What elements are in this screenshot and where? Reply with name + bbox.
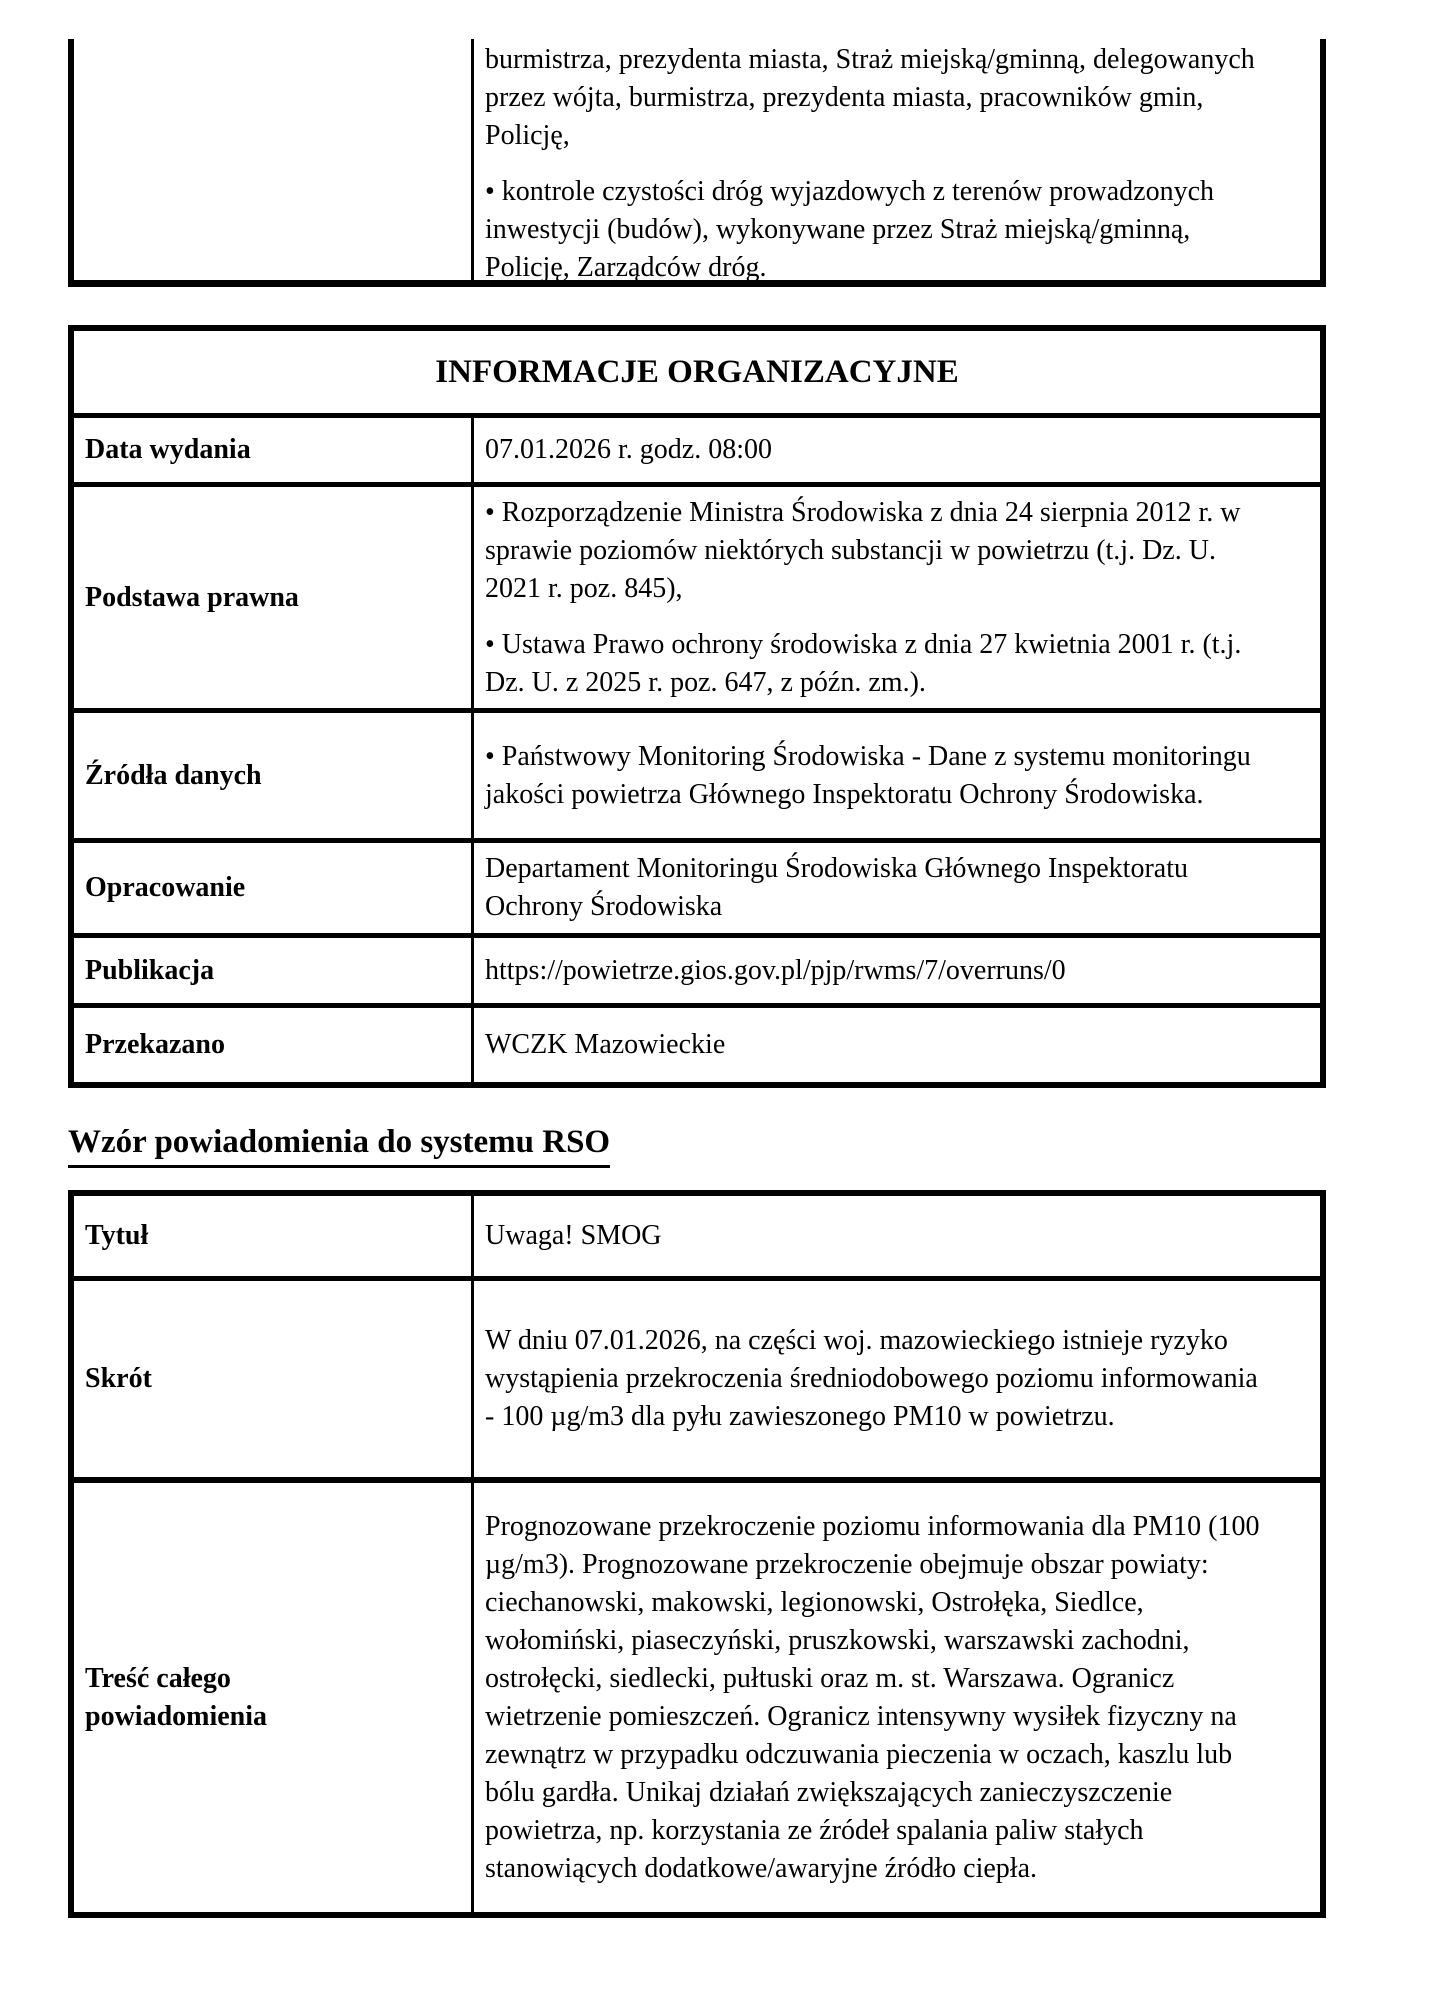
carryover-table xyxy=(68,39,1326,287)
table-row xyxy=(74,39,1320,283)
row-value xyxy=(474,1008,1320,1082)
row-value xyxy=(474,713,1320,838)
row-label: Data wydania xyxy=(74,418,474,482)
table-row-publikacja xyxy=(74,938,1320,1008)
row-value xyxy=(474,1281,1320,1477)
row-label: Tytuł xyxy=(74,1196,474,1276)
carryover-label-cell xyxy=(74,39,474,280)
paragraph: Uwaga! SMOG xyxy=(485,1220,662,1251)
row-label: Źródła danych xyxy=(74,713,474,838)
paragraph: W dniu 07.01.2026, na części woj. mazowieckiego istnieje ryzyko wystąpienia przekroczenia średniodobowego poziomu informowania - 100 µg/m3 dla pyłu zawieszonego PM10 w powietrzu. xyxy=(485,1325,1258,1432)
row-value xyxy=(474,487,1320,708)
row-value xyxy=(474,938,1320,1003)
table-row-przekazano xyxy=(74,1008,1320,1082)
bullet-paragraph: • Państwowy Monitoring Środowiska - Dane z systemu monitoringu jakości powietrza Głównego Inspektoratu Ochrony Środowiska. xyxy=(485,740,1251,810)
org-info-table xyxy=(68,325,1326,1088)
row-label: Treść całego powiadomienia xyxy=(74,1483,474,1912)
paragraph: burmistrza, prezydenta miasta, Straż miejską/gminną, delegowanych przez wójta, burmistrza, prezydenta miasta, pracowników gmin, Policję, xyxy=(485,44,1255,151)
table-row-opracowanie xyxy=(74,843,1320,938)
table-row-podstawa-prawna xyxy=(74,487,1320,713)
row-label: Przekazano xyxy=(74,1008,474,1082)
table-row-tytul xyxy=(74,1196,1320,1281)
paragraph: WCZK Mazowieckie xyxy=(485,1029,726,1060)
table-row-zrodla-danych xyxy=(74,713,1320,843)
row-label: Skrót xyxy=(74,1281,474,1477)
row-label: Publikacja xyxy=(74,938,474,1003)
row-label: Opracowanie xyxy=(74,843,474,933)
bullet-paragraph: • Ustawa Prawo ochrony środowiska z dnia 27 kwietnia 2001 r. (t.j. Dz. U. z 2025 r. poz. 647, z późn. zm.). xyxy=(485,628,1242,698)
row-label: Podstawa prawna xyxy=(74,487,474,708)
bullet-paragraph: • Rozporządzenie Ministra Środowiska z dnia 24 sierpnia 2012 r. w sprawie poziomów niektórych substancji w powietrzu (t.j. Dz. U. 2021 r. poz. 845), xyxy=(485,496,1241,604)
rso-section-heading-text: Wzór powiadomienia do systemu RSO xyxy=(68,1122,610,1168)
org-table-title: INFORMACJE ORGANIZACYJNE xyxy=(74,331,1320,418)
rso-table xyxy=(68,1190,1326,1918)
row-value xyxy=(474,843,1320,933)
paragraph: 07.01.2026 r. godz. 08:00 xyxy=(485,434,772,465)
row-value xyxy=(474,418,1320,482)
row-value xyxy=(474,1196,1320,1276)
table-row-tresc-powiadomienia xyxy=(74,1483,1320,1912)
table-row-data-wydania xyxy=(74,418,1320,487)
rso-section-heading xyxy=(68,1122,610,1168)
paragraph: Departament Monitoringu Środowiska Głównego Inspektoratu Ochrony Środowiska xyxy=(485,853,1188,922)
publication-url: https://powietrze.gios.gov.pl/pjp/rwms/7/overruns/0 xyxy=(485,954,1066,986)
table-row-skrot xyxy=(74,1281,1320,1483)
carryover-value-cell xyxy=(474,39,1320,283)
bullet-paragraph: • kontrole czystości dróg wyjazdowych z terenów prowadzonych inwestycji (budów), wykonywane przez Straż miejską/gminną, Policję, Zarządców dróg. xyxy=(485,176,1215,283)
paragraph: Prognozowane przekroczenie poziomu informowania dla PM10 (100 µg/m3). Prognozowane przekroczenie obejmuje obszar powiaty: ciechanowski, makowski, legionowski, Ostrołęka, Siedlce, wołomiński, piaseczyński, pruszkowski, warszawski zachodni, ostrołęcki, siedlecki, pułtuski oraz m. st. Warszawa. Ogranicz wietrzenie pomieszczeń. Ogranicz intensywny wysiłek fizyczny na zewnątrz w przypadku odczuwania pieczenia w oczach, kaszlu lub bólu gardła. Unikaj działań zwiększających zanieczyszczenie powietrza, np. korzystania ze źródeł spalania paliw stałych stanowiących dodatkowe/awaryjne źródło ciepła. xyxy=(485,1510,1260,1884)
row-value xyxy=(474,1483,1320,1912)
